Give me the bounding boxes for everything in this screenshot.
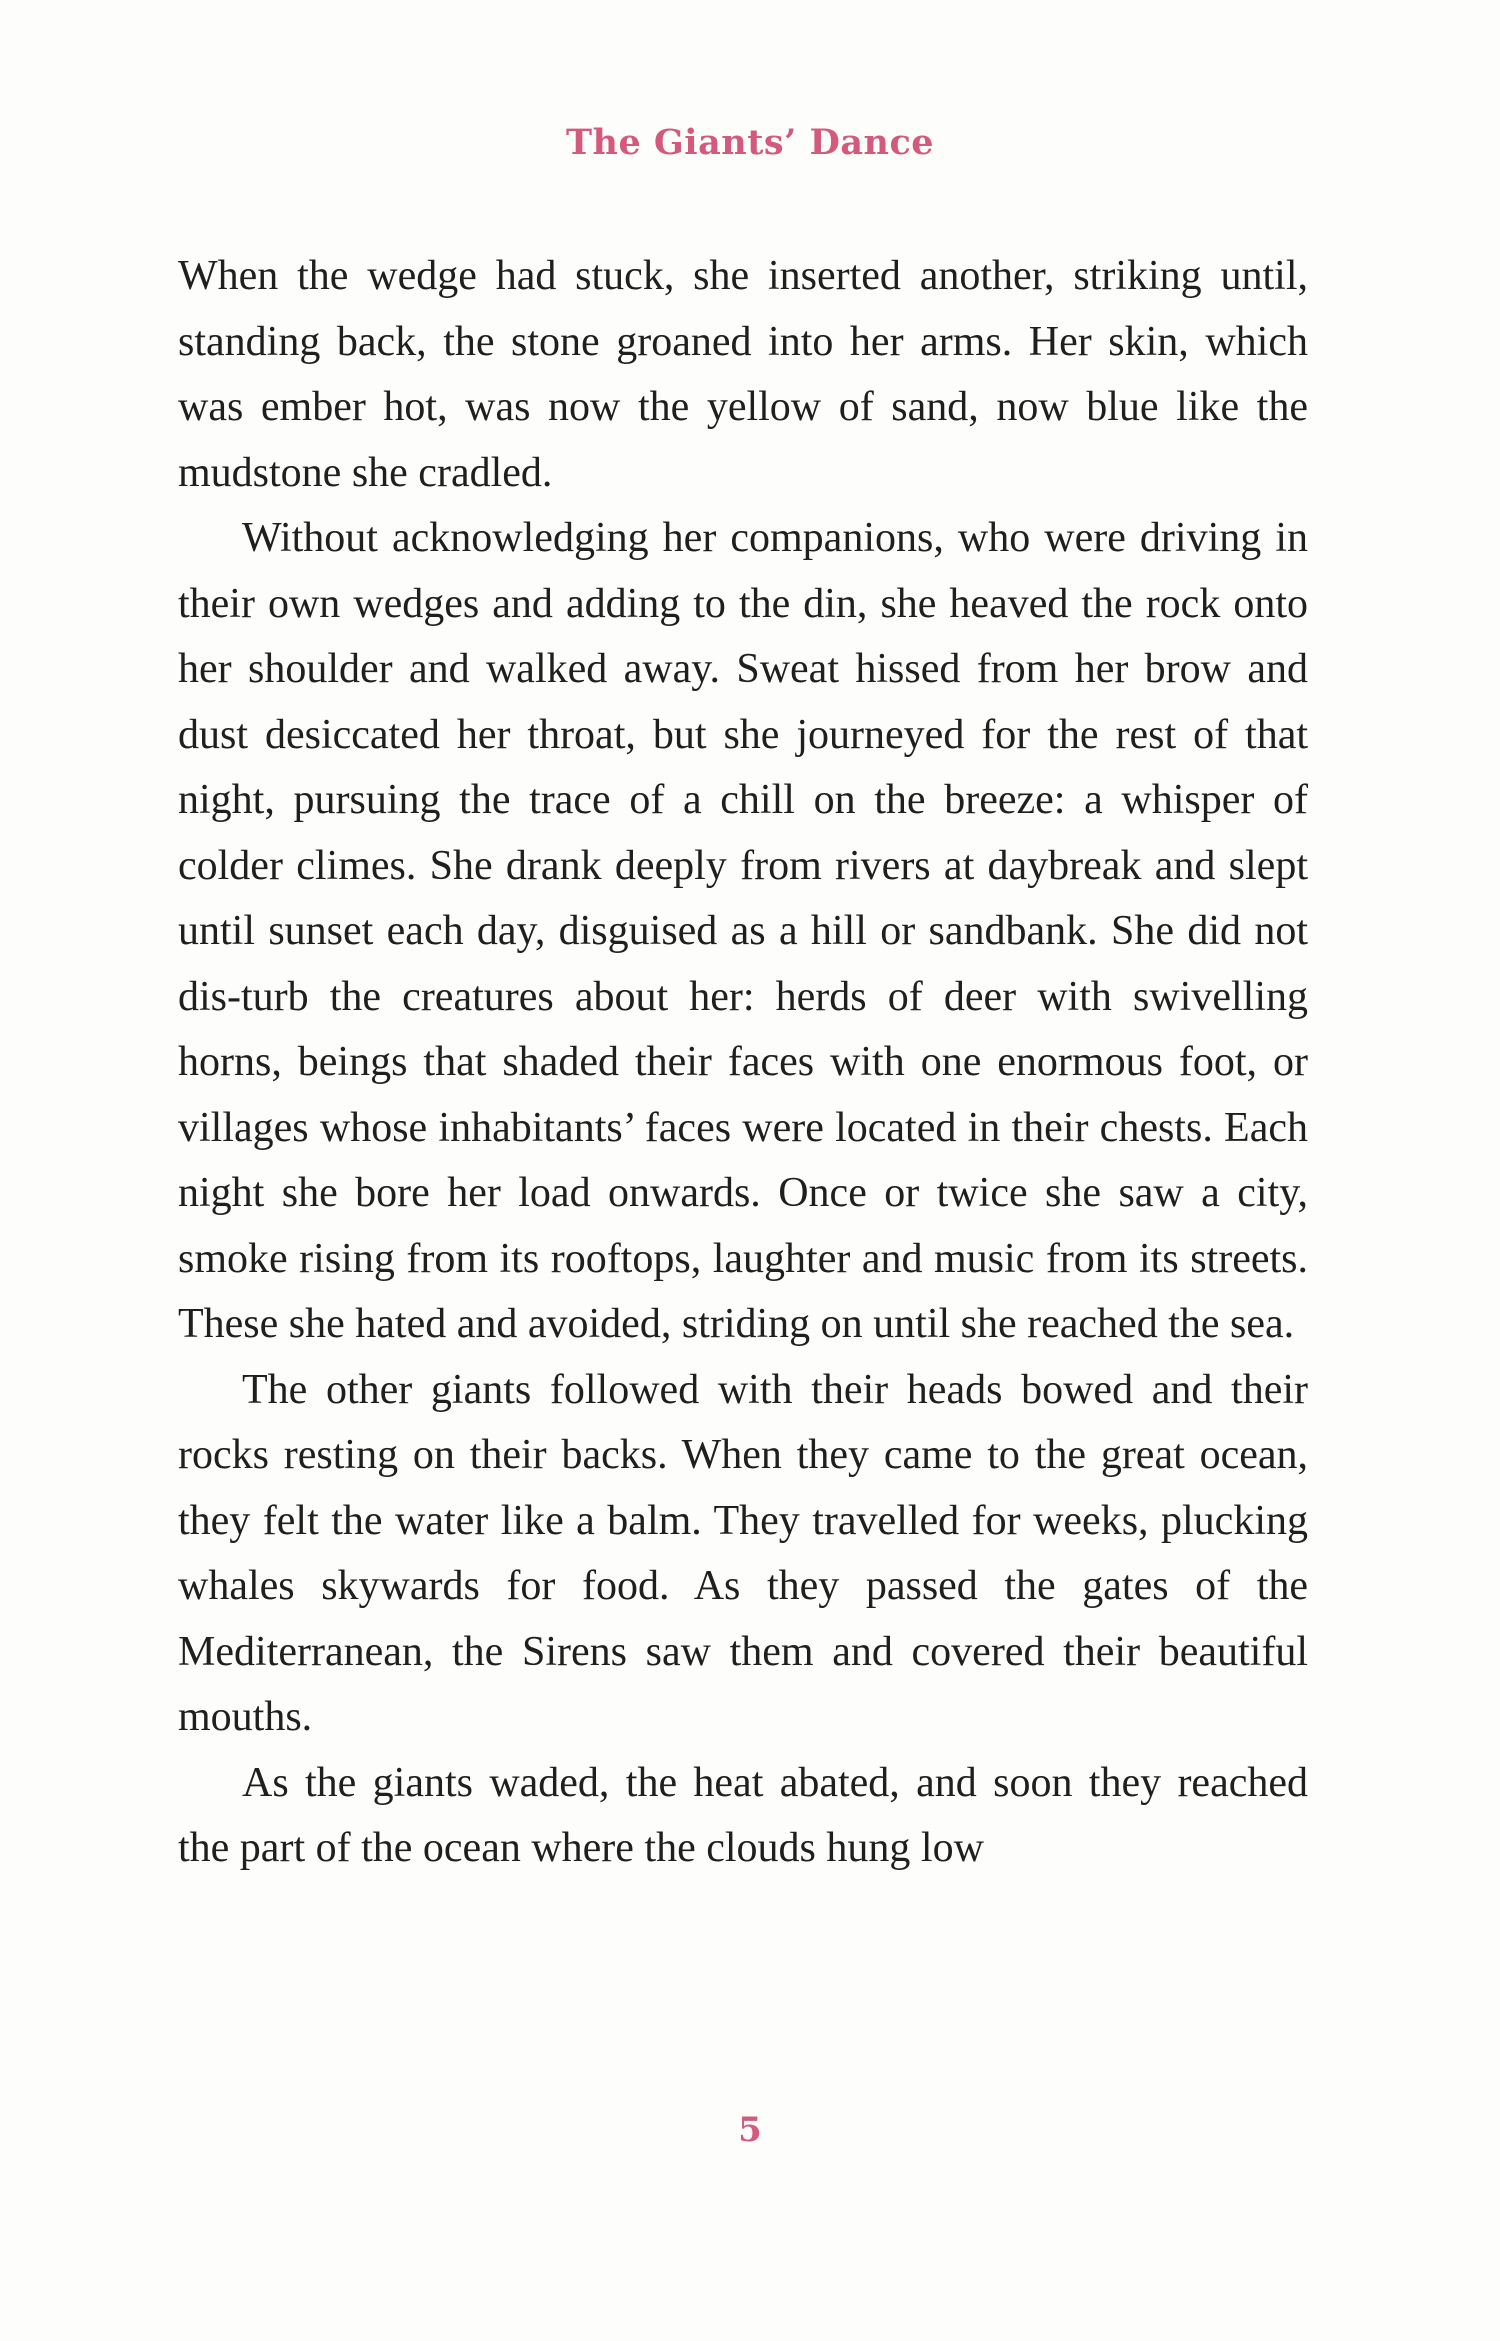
paragraph-2: Without acknowledging her companions, who were driving in their own wedges and adding to the din, she heaved the rock onto her shoulder and walked away. Sweat hissed from her brow and dust desiccated her throat, but she journeyed for the rest of that night, pursuing the trace of a chill on the breeze: a whisper of colder climes. She drank deeply from rivers at daybreak and slept until sunset each day, disguised as a hill or sandbank. She did not dis-turb the creatures about her: herds of deer with swivelling horns, beings that shaded their faces with one enormous foot, or villages whose inhabitants’ faces were located in their chests. Each night she bore her load onwards. Once or twice she saw a city, smoke rising from its rooftops, laughter and music from its streets. These she hated and avoided, striding on until she reached the sea. <box>178 515 1308 1347</box>
paragraph-4: As the giants waded, the heat abated, and soon they reached the part of the ocean where the clouds hung low <box>178 1759 1308 1871</box>
page-number: 5 <box>738 2110 762 2150</box>
body-text <box>178 244 1308 1882</box>
paragraph-1: When the wedge had stuck, she inserted another, striking until, standing back, the stone groaned into her arms. Her skin, which was ember hot, was now the yellow of sand, now blue like the mudstone she cradled. <box>178 253 1308 496</box>
paragraph-3: The other giants followed with their heads bowed and their rocks resting on their backs. When they came to the great ocean, they felt the water like a balm. They travelled for weeks, plucking whales skywards for food. As they passed the gates of the Mediterranean, the Sirens saw them and covered their beautiful mouths. <box>178 1366 1308 1740</box>
running-head: The Giants’ Dance <box>565 122 935 163</box>
